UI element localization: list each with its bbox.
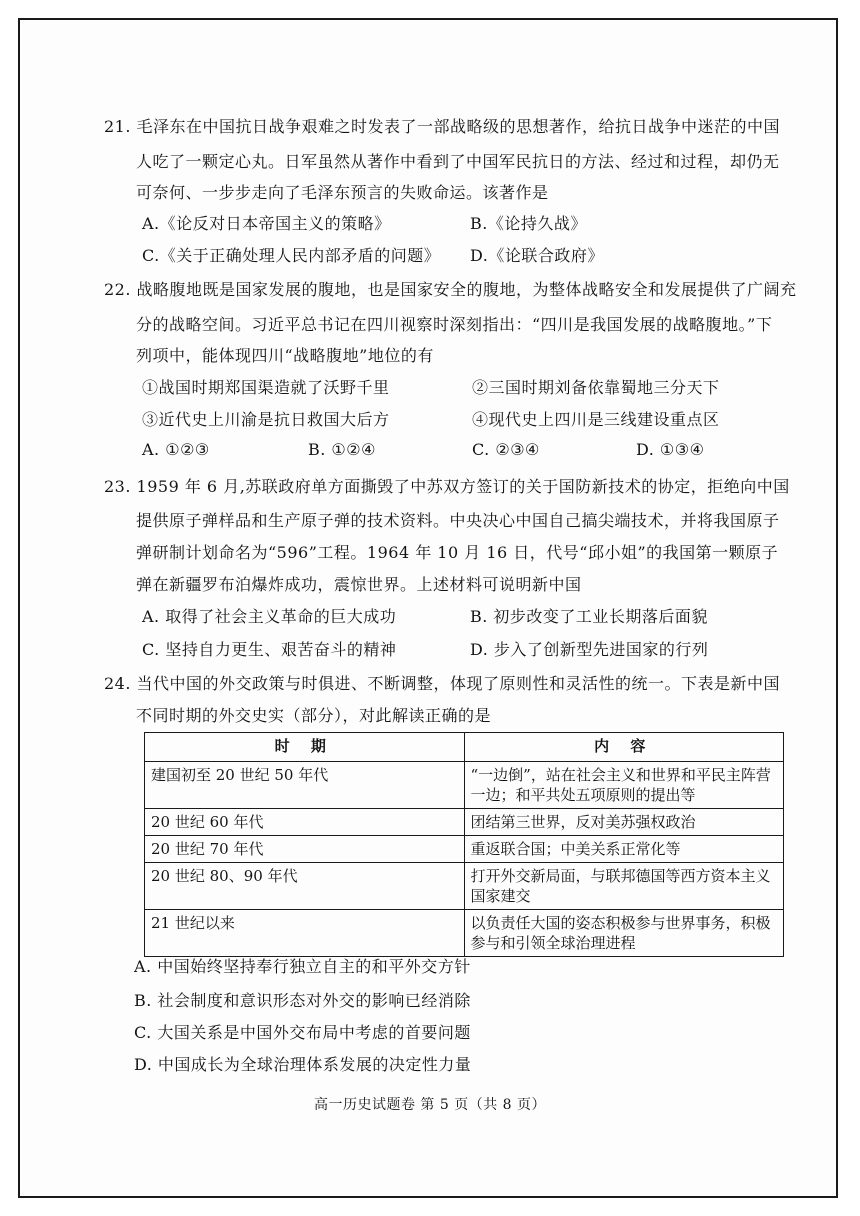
option-a: A. ①②③ xyxy=(142,440,210,459)
question-text-line: 列项中，能体现四川“战略腹地”地位的有 xyxy=(136,346,434,365)
option-d: D. ①③④ xyxy=(636,440,705,459)
table-cell-content: 以负责任大国的姿态积极参与世界事务，积极参与和引领全球治理进程 xyxy=(464,910,784,957)
table-cell-period: 20 世纪 70 年代 xyxy=(145,836,465,863)
option-b: B.《论持久战》 xyxy=(470,214,587,233)
table-cell-period: 20 世纪 60 年代 xyxy=(145,809,465,836)
option-d: D. 中国成长为全球治理体系发展的决定性力量 xyxy=(134,1055,472,1074)
statement-item: ③近代史上川渝是抗日救国大后方 xyxy=(142,410,390,429)
table-cell-period: 20 世纪 80、90 年代 xyxy=(145,863,465,910)
table-header-period: 时 期 xyxy=(145,733,465,762)
diplomacy-table xyxy=(144,732,784,957)
option-a: A.《论反对日本帝国主义的策略》 xyxy=(142,214,391,233)
table-header-content: 内 容 xyxy=(464,733,784,762)
option-c: C. 坚持自力更生、艰苦奋斗的精神 xyxy=(142,640,397,659)
table-header-row xyxy=(145,733,784,762)
statement-item: ②三国时期刘备依靠蜀地三分天下 xyxy=(472,378,720,397)
question-text-line: 不同时期的外交史实（部分），对此解读正确的是 xyxy=(136,706,492,725)
question-text-line: 弹研制计划命名为“596”工程。1964 年 10 月 16 日，代号“邱小姐”的我国第一颗原子 xyxy=(136,543,779,562)
page-footer: 高一历史试题卷 第 5 页（共 8 页） xyxy=(313,1097,547,1113)
question-text-line: 22. 战略腹地既是国家发展的腹地，也是国家安全的腹地，为整体战略安全和发展提供了广阔充 xyxy=(104,280,797,299)
question-text-line: 24. 当代中国的外交政策与时俱进、不断调整，体现了原则性和灵活性的统一。下表是新中国 xyxy=(104,674,781,693)
option-c: C.《关于正确处理人民内部矛盾的问题》 xyxy=(142,246,441,265)
table-row xyxy=(145,762,784,809)
question-text-line: 提供原子弹样品和生产原子弹的技术资料。中央决心中国自己搞尖端技术，并将我国原子 xyxy=(136,511,780,530)
table-cell-period: 21 世纪以来 xyxy=(145,910,465,957)
option-c: C. ②③④ xyxy=(472,440,540,459)
question-text-line: 分的战略空间。习近平总书记在四川视察时深刻指出：“四川是我国发展的战略腹地。”下 xyxy=(136,315,773,334)
table-row xyxy=(145,910,784,957)
option-a: A. 取得了社会主义革命的巨大成功 xyxy=(142,607,397,626)
option-d: D.《论联合政府》 xyxy=(470,246,604,265)
question-text-line: 21. 毛泽东在中国抗日战争艰难之时发表了一部战略级的思想著作，给抗日战争中迷茫的中国 xyxy=(104,117,781,136)
statement-item: ①战国时期郑国渠造就了沃野千里 xyxy=(142,378,390,397)
option-c: C. 大国关系是中国外交布局中考虑的首要问题 xyxy=(134,1023,471,1042)
table-row xyxy=(145,836,784,863)
table-cell-content: 打开外交新局面，与联邦德国等西方资本主义国家建交 xyxy=(464,863,784,910)
question-text-line: 23. 1959 年 6 月,苏联政府单方面撕毁了中苏双方签订的关于国防新技术的协定，拒绝向中国 xyxy=(104,477,790,496)
table-cell-content: 重返联合国；中美关系正常化等 xyxy=(464,836,784,863)
table-cell-content: “一边倒”，站在社会主义和世界和平民主阵营一边；和平共处五项原则的提出等 xyxy=(464,762,784,809)
table-cell-period: 建国初至 20 世纪 50 年代 xyxy=(145,762,465,809)
table-row xyxy=(145,809,784,836)
option-b: B. ①②④ xyxy=(308,440,376,459)
question-text-line: 可奈何、一步步走向了毛泽东预言的失败命运。该著作是 xyxy=(136,183,549,202)
option-b: B. 社会制度和意识形态对外交的影响已经消除 xyxy=(134,991,471,1010)
option-a: A. 中国始终坚持奉行独立自主的和平外交方针 xyxy=(134,957,471,976)
option-d: D. 步入了创新型先进国家的行列 xyxy=(470,640,709,659)
table-cell-content: 团结第三世界，反对美苏强权政治 xyxy=(464,809,784,836)
question-text-line: 弹在新疆罗布泊爆炸成功，震惊世界。上述材料可说明新中国 xyxy=(136,575,582,594)
statement-item: ④现代史上四川是三线建设重点区 xyxy=(472,410,720,429)
table-row xyxy=(145,863,784,910)
question-text-line: 人吃了一颗定心丸。日军虽然从著作中看到了中国军民抗日的方法、经过和过程，却仍无 xyxy=(136,152,780,171)
option-b: B. 初步改变了工业长期落后面貌 xyxy=(470,607,708,626)
